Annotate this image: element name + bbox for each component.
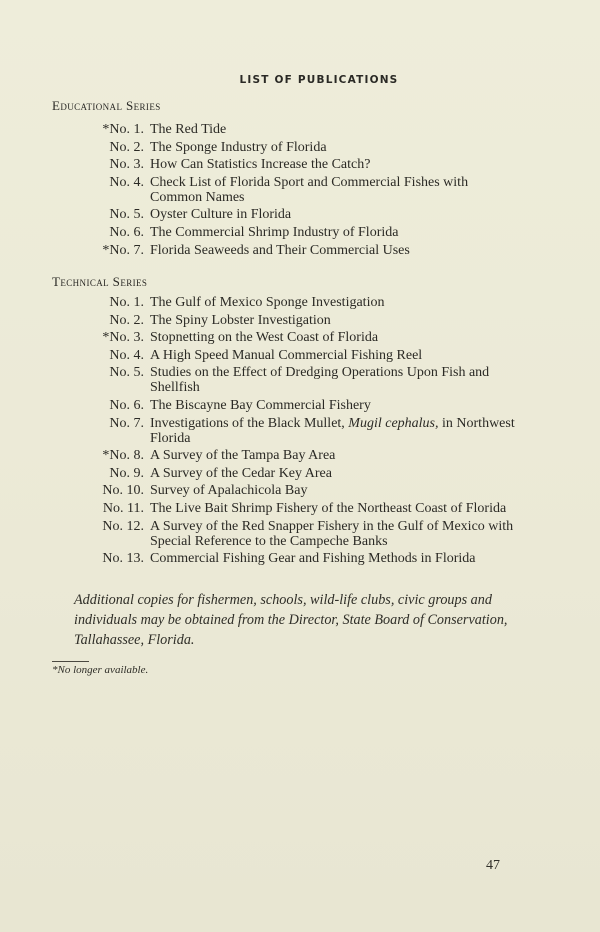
publication-title: The Red Tide: [150, 122, 227, 137]
list-item: [0, 365, 600, 395]
publication-title: Oyster Culture in Florida: [150, 207, 292, 223]
publication-number: *No. 3.: [102, 330, 144, 346]
list-item: [0, 483, 600, 498]
publication-title: The Gulf of Mexico Sponge Investigation: [150, 295, 385, 310]
publication-number: *No. 7.: [102, 242, 144, 258]
species-name: Mugil cephalus,: [348, 415, 439, 431]
publication-title: Stopnetting on the West Coast of Florida: [150, 330, 379, 346]
publication-number: No. 5.: [109, 207, 144, 223]
list-item: [0, 295, 600, 310]
list-item: [0, 175, 600, 205]
list-item: [0, 243, 600, 258]
publication-number: *No. 8.: [102, 448, 144, 464]
publication-title: Florida Seaweeds and Their Commercial Uses: [150, 242, 410, 258]
publication-title: The Commercial Shrimp Industry of Florida: [150, 224, 399, 240]
publication-number: No. 2.: [109, 139, 144, 155]
list-item: [0, 398, 600, 413]
publication-number: No. 2.: [109, 312, 144, 328]
availability-note: Additional copies for fishermen, schools, wild-life clubs, civic groups and individuals may be obtained from the Director, State Board of Conservation, Tallahassee, Florida.: [74, 592, 508, 648]
list-item: [0, 330, 600, 345]
publication-number: No. 1.: [109, 295, 144, 310]
technical-series-list: [0, 295, 600, 569]
publication-title: [150, 416, 516, 446]
technical-series-title: Technical Series: [52, 274, 148, 289]
publication-number: No. 9.: [109, 465, 144, 481]
title-text: Investigations of the Black Mullet,: [150, 415, 349, 431]
list-item: [0, 551, 600, 566]
footnote-divider: [52, 661, 89, 662]
publication-title: The Sponge Industry of Florida: [150, 139, 327, 155]
publication-number: No. 7.: [109, 415, 144, 431]
publication-number: No. 4.: [109, 174, 144, 190]
list-item: [0, 519, 600, 549]
list-item: [0, 207, 600, 222]
title-text-continued: in Northwest Florida: [150, 415, 515, 446]
publication-title: A Survey of the Tampa Bay Area: [150, 448, 336, 464]
list-item: [0, 225, 600, 240]
list-item: [0, 140, 600, 155]
list-item: [0, 416, 600, 446]
publication-number: No. 4.: [109, 347, 144, 363]
publication-number: No. 13.: [102, 551, 144, 567]
publication-title: Commercial Fishing Gear and Fishing Methods in Florida: [150, 551, 476, 567]
educational-series-list: [0, 122, 600, 260]
publication-number: No. 6.: [109, 224, 144, 240]
publication-number: No. 12.: [102, 518, 144, 534]
list-item: [0, 157, 600, 172]
publication-number: No. 6.: [109, 397, 144, 413]
page-heading: LIST OF PUBLICATIONS: [239, 74, 399, 86]
footnote: *No longer available.: [52, 664, 149, 676]
educational-series-title: Educational Series: [52, 98, 161, 113]
publication-title: A High Speed Manual Commercial Fishing Reel: [150, 347, 423, 363]
publication-title: A Survey of the Cedar Key Area: [150, 465, 332, 481]
publication-title: Check List of Florida Sport and Commercial Fishes with Common Names: [150, 174, 469, 205]
publication-number: No. 10.: [102, 483, 144, 499]
publication-title: The Spiny Lobster Investigation: [150, 312, 331, 328]
publication-title: Survey of Apalachicola Bay: [150, 483, 308, 499]
list-item: [0, 348, 600, 363]
publication-title: The Live Bait Shrimp Fishery of the Northeast Coast of Florida: [150, 500, 507, 516]
page-number: 47: [486, 858, 500, 873]
list-item: [0, 501, 600, 516]
list-item: [0, 448, 600, 463]
publication-number: *No. 1.: [102, 122, 144, 137]
publication-title: Studies on the Effect of Dredging Operations Upon Fish and Shellfish: [150, 365, 490, 396]
publication-title: How Can Statistics Increase the Catch?: [150, 157, 371, 173]
list-item: [0, 466, 600, 481]
publication-title: The Biscayne Bay Commercial Fishery: [150, 397, 371, 413]
list-item: [0, 313, 600, 328]
publication-number: No. 5.: [109, 365, 144, 381]
publication-number: No. 11.: [102, 500, 144, 516]
publication-title: A Survey of the Red Snapper Fishery in the Gulf of Mexico with Special Reference to the Campeche Banks: [150, 518, 514, 549]
publication-number: No. 3.: [109, 157, 144, 173]
list-item: [0, 122, 600, 137]
